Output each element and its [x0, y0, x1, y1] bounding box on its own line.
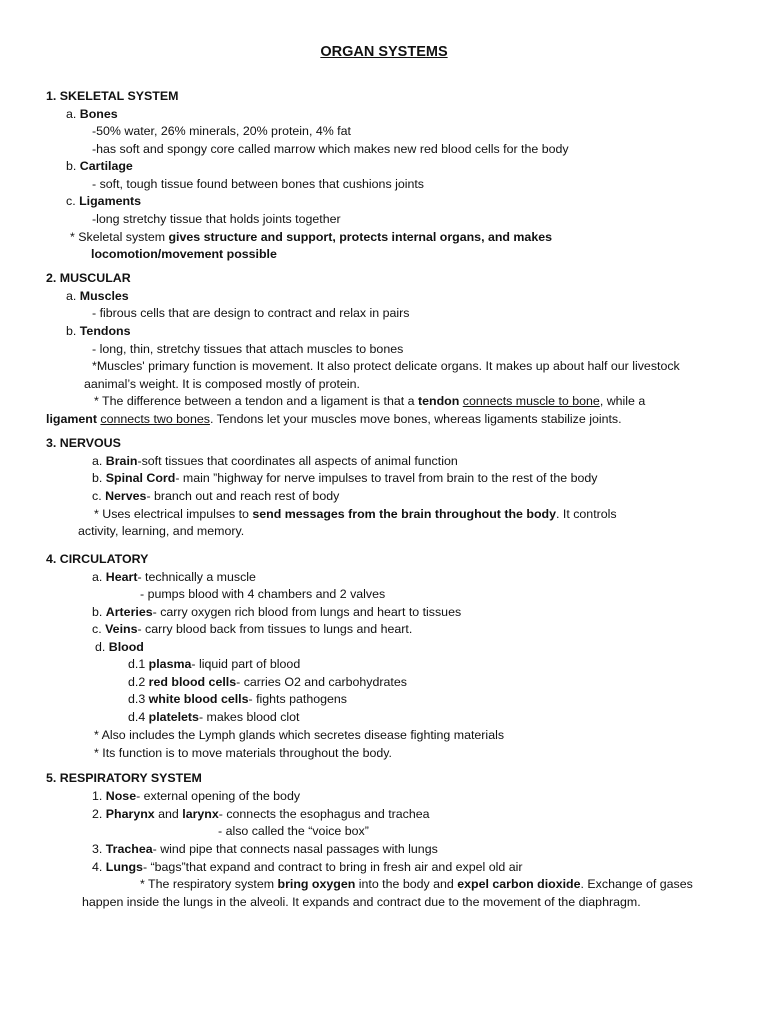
- circulatory-note-1: * Also includes the Lymph glands which secretes disease fighting materials: [94, 728, 505, 742]
- circulatory-note-2: * Its function is to move materials throughout the body.: [94, 746, 392, 760]
- page-title: ORGAN SYSTEMS: [320, 44, 448, 60]
- section-heading-nervous: 3. NERVOUS: [46, 436, 121, 450]
- respiratory-item-pharynx-larynx: 2. Pharynx and larynx- connects the esophagus and trachea: [92, 807, 430, 821]
- circulatory-blood-platelets: d.4 platelets- makes blood clot: [128, 710, 300, 724]
- section-heading-respiratory: 5. RESPIRATORY SYSTEM: [46, 771, 202, 785]
- muscular-muscles-detail: - fibrous cells that are design to contract and relax in pairs: [92, 306, 410, 320]
- section-heading-skeletal: 1. SKELETAL SYSTEM: [46, 89, 179, 103]
- section-heading-circulatory: 4. CIRCULATORY: [46, 552, 149, 566]
- skeletal-item-ligaments: c. Ligaments: [66, 194, 142, 208]
- circulatory-item-blood: d. Blood: [95, 640, 144, 654]
- circulatory-item-arteries: b. Arteries- carry oxygen rich blood from lungs and heart to tissues: [92, 605, 462, 619]
- skeletal-note: * Skeletal system gives structure and support, protects internal organs, and makes: [70, 230, 553, 244]
- nervous-note-continued: activity, learning, and memory.: [78, 524, 245, 538]
- section-heading-muscular: 2. MUSCULAR: [46, 271, 131, 285]
- nervous-item-brain: a. Brain-soft tissues that coordinates all aspects of animal function: [92, 454, 458, 468]
- circulatory-item-veins: c. Veins- carry blood back from tissues to lungs and heart.: [92, 622, 413, 636]
- respiratory-item-lungs: 4. Lungs- “bags”that expand and contract to bring in fresh air and expel old air: [92, 860, 523, 874]
- respiratory-item-nose: 1. Nose- external opening of the body: [92, 789, 301, 803]
- muscular-item-tendons: b. Tendons: [66, 324, 131, 338]
- muscular-item-muscles: a. Muscles: [66, 289, 129, 303]
- nervous-item-spinal-cord: b. Spinal Cord- main ”highway for nerve impulses to travel from brain to the rest of the body: [92, 471, 598, 485]
- muscular-note-2: * The difference between a tendon and a ligament is that a tendon connects muscle to bone, while a: [94, 394, 646, 408]
- nervous-item-nerves: c. Nerves- branch out and reach rest of body: [92, 489, 340, 503]
- skeletal-item-cartilage: b. Cartilage: [66, 159, 133, 173]
- muscular-note-1-continued: aanimal’s weight. It is composed mostly of protein.: [84, 377, 360, 391]
- respiratory-note-continued: happen inside the lungs in the alveoli. It expands and contract due to the movement of the diaphragm.: [82, 895, 641, 909]
- muscular-note-2-continued: ligament connects two bones. Tendons let your muscles move bones, whereas ligaments stabilize joints.: [46, 412, 622, 426]
- circulatory-blood-red-cells: d.2 red blood cells- carries O2 and carbohydrates: [128, 675, 407, 689]
- respiratory-note: * The respiratory system bring oxygen into the body and expel carbon dioxide. Exchange of gases: [140, 877, 693, 891]
- muscular-note-1: *Muscles' primary function is movement. It also protect delicate organs. It makes up about half our livestock: [92, 359, 680, 373]
- skeletal-cartilage-detail: - soft, tough tissue found between bones that cushions joints: [92, 177, 425, 191]
- skeletal-note-continued: locomotion/movement possible: [91, 247, 277, 261]
- circulatory-heart-detail: - pumps blood with 4 chambers and 2 valves: [140, 587, 386, 601]
- circulatory-item-heart: a. Heart- technically a muscle: [92, 570, 256, 584]
- muscular-tendons-detail: - long, thin, stretchy tissues that attach muscles to bones: [92, 342, 404, 356]
- skeletal-item-bones: a. Bones: [66, 107, 118, 121]
- nervous-note: * Uses electrical impulses to send messages from the brain throughout the body. It controls: [94, 507, 617, 521]
- skeletal-bones-detail-1: -50% water, 26% minerals, 20% protein, 4% fat: [92, 124, 351, 138]
- skeletal-ligaments-detail: -long stretchy tissue that holds joints together: [92, 212, 341, 226]
- respiratory-item-trachea: 3. Trachea- wind pipe that connects nasal passages with lungs: [92, 842, 438, 856]
- circulatory-blood-white-cells: d.3 white blood cells- fights pathogens: [128, 692, 348, 706]
- circulatory-blood-plasma: d.1 plasma- liquid part of blood: [128, 657, 301, 671]
- skeletal-bones-detail-2: -has soft and spongy core called marrow which makes new red blood cells for the body: [92, 142, 569, 156]
- respiratory-larynx-detail: - also called the “voice box”: [218, 824, 369, 838]
